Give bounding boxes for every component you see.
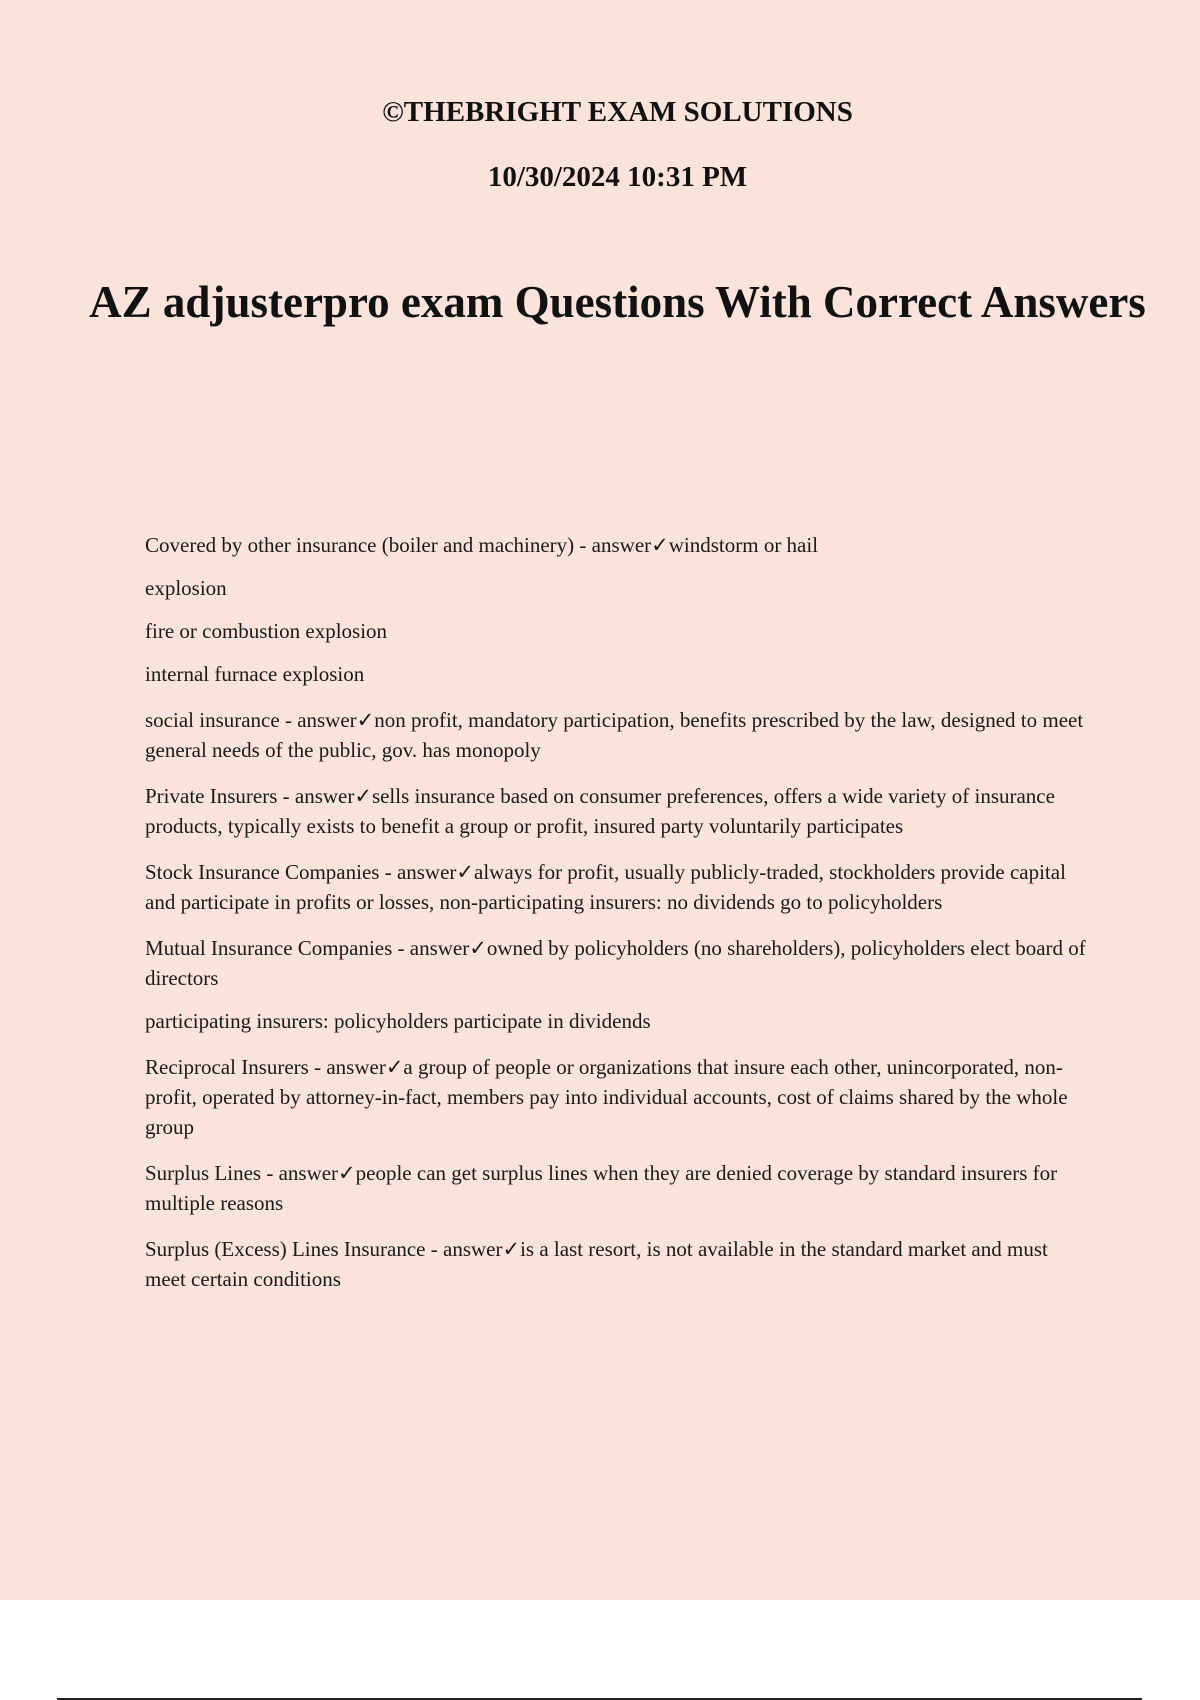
paragraph: participating insurers: policyholders participate in dividends — [145, 1009, 651, 1033]
paragraph: fire or combustion explosion — [145, 619, 388, 643]
paragraph: Surplus Lines - answer✓people can get surplus lines when they are denied coverage by standard insurers for multiple reasons — [145, 1161, 1058, 1215]
date-header: 10/30/2024 10:31 PM — [487, 161, 748, 193]
paragraph: Covered by other insurance (boiler and machinery) - answer✓windstorm or hail — [145, 533, 819, 557]
paragraph: social insurance - answer✓non profit, mandatory participation, benefits prescribed by the law, designed to meet general needs of the public, gov. has monopoly — [145, 708, 1084, 762]
paragraph: Private Insurers - answer✓sells insurance based on consumer preferences, offers a wide variety of insurance products, typically exists to benefit a group or profit, insured party voluntarily participates — [145, 784, 1055, 838]
document-body — [145, 530, 1090, 1310]
paragraph: Surplus (Excess) Lines Insurance - answer✓is a last resort, is not available in the standard market and must meet certain conditions — [145, 1237, 1048, 1291]
paragraph: Mutual Insurance Companies - answer✓owned by policyholders (no shareholders), policyholders elect board of directors — [145, 936, 1086, 990]
paragraph: Stock Insurance Companies - answer✓always for profit, usually publicly-traded, stockholders provide capital and participate in profits or losses, non-participating insurers: no dividends go to policyholders — [145, 860, 1066, 914]
paragraph: Reciprocal Insurers - answer✓a group of people or organizations that insure each other, unincorporated, non-profit, operated by attorney-in-fact, members pay into individual accounts, cost of claims shared by the whole group — [145, 1055, 1068, 1139]
paragraph: explosion — [145, 576, 227, 600]
document-title: AZ adjusterpro exam Questions With Correct Answers — [89, 277, 1146, 327]
paragraph: internal furnace explosion — [145, 662, 365, 686]
company-header: ©THEBRIGHT EXAM SOLUTIONS — [382, 96, 853, 128]
